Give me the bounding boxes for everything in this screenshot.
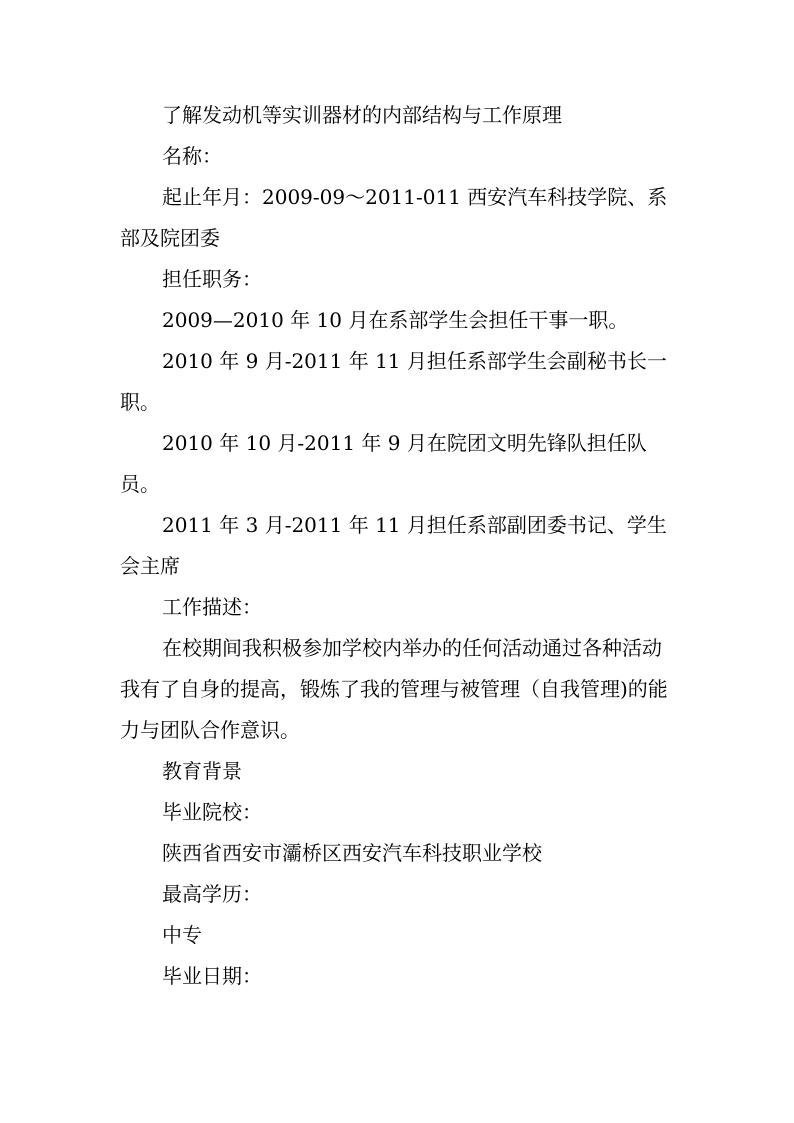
paragraph-school: 陕西省西安市灞桥区西安汽车科技职业学校 xyxy=(162,841,542,865)
paragraph-work-description-label: 工作描述： xyxy=(162,595,262,619)
paragraph-name-label: 名称： xyxy=(162,144,222,168)
paragraph-position-3: 2010 年 10 月-2011 年 9 月在院团文明先锋队担任队员。 xyxy=(120,431,647,496)
paragraph-education-heading: 教育背景 xyxy=(162,759,242,783)
paragraph-period: 起止年月：2009-09～2011-011 西安汽车科技学院、系部及院团委 xyxy=(120,185,668,250)
paragraph-school-label: 毕业院校： xyxy=(162,800,262,824)
document-body xyxy=(120,95,668,997)
paragraph-position-1: 2009—2010 年 10 月在系部学生会担任干事一职。 xyxy=(162,308,629,332)
paragraph-training-equipment: 了解发动机等实训器材的内部结构与工作原理 xyxy=(162,103,562,127)
paragraph-graduation-date-label: 毕业日期： xyxy=(162,964,262,988)
paragraph-degree: 中专 xyxy=(162,923,202,947)
paragraph-position-4: 2011 年 3 月-2011 年 11 月担任系部副团委书记、学生会主席 xyxy=(120,513,667,578)
paragraph-work-description: 在校期间我积极参加学校内举办的任何活动通过各种活动我有了自身的提高，锻炼了我的管理与被管理（自我管理)的能力与团队合作意识。 xyxy=(120,636,668,742)
paragraph-position-2: 2010 年 9 月-2011 年 11 月担任系部学生会副秘书长一职。 xyxy=(120,349,667,414)
paragraph-position-label: 担任职务： xyxy=(162,267,262,291)
paragraph-degree-label: 最高学历： xyxy=(162,882,262,906)
